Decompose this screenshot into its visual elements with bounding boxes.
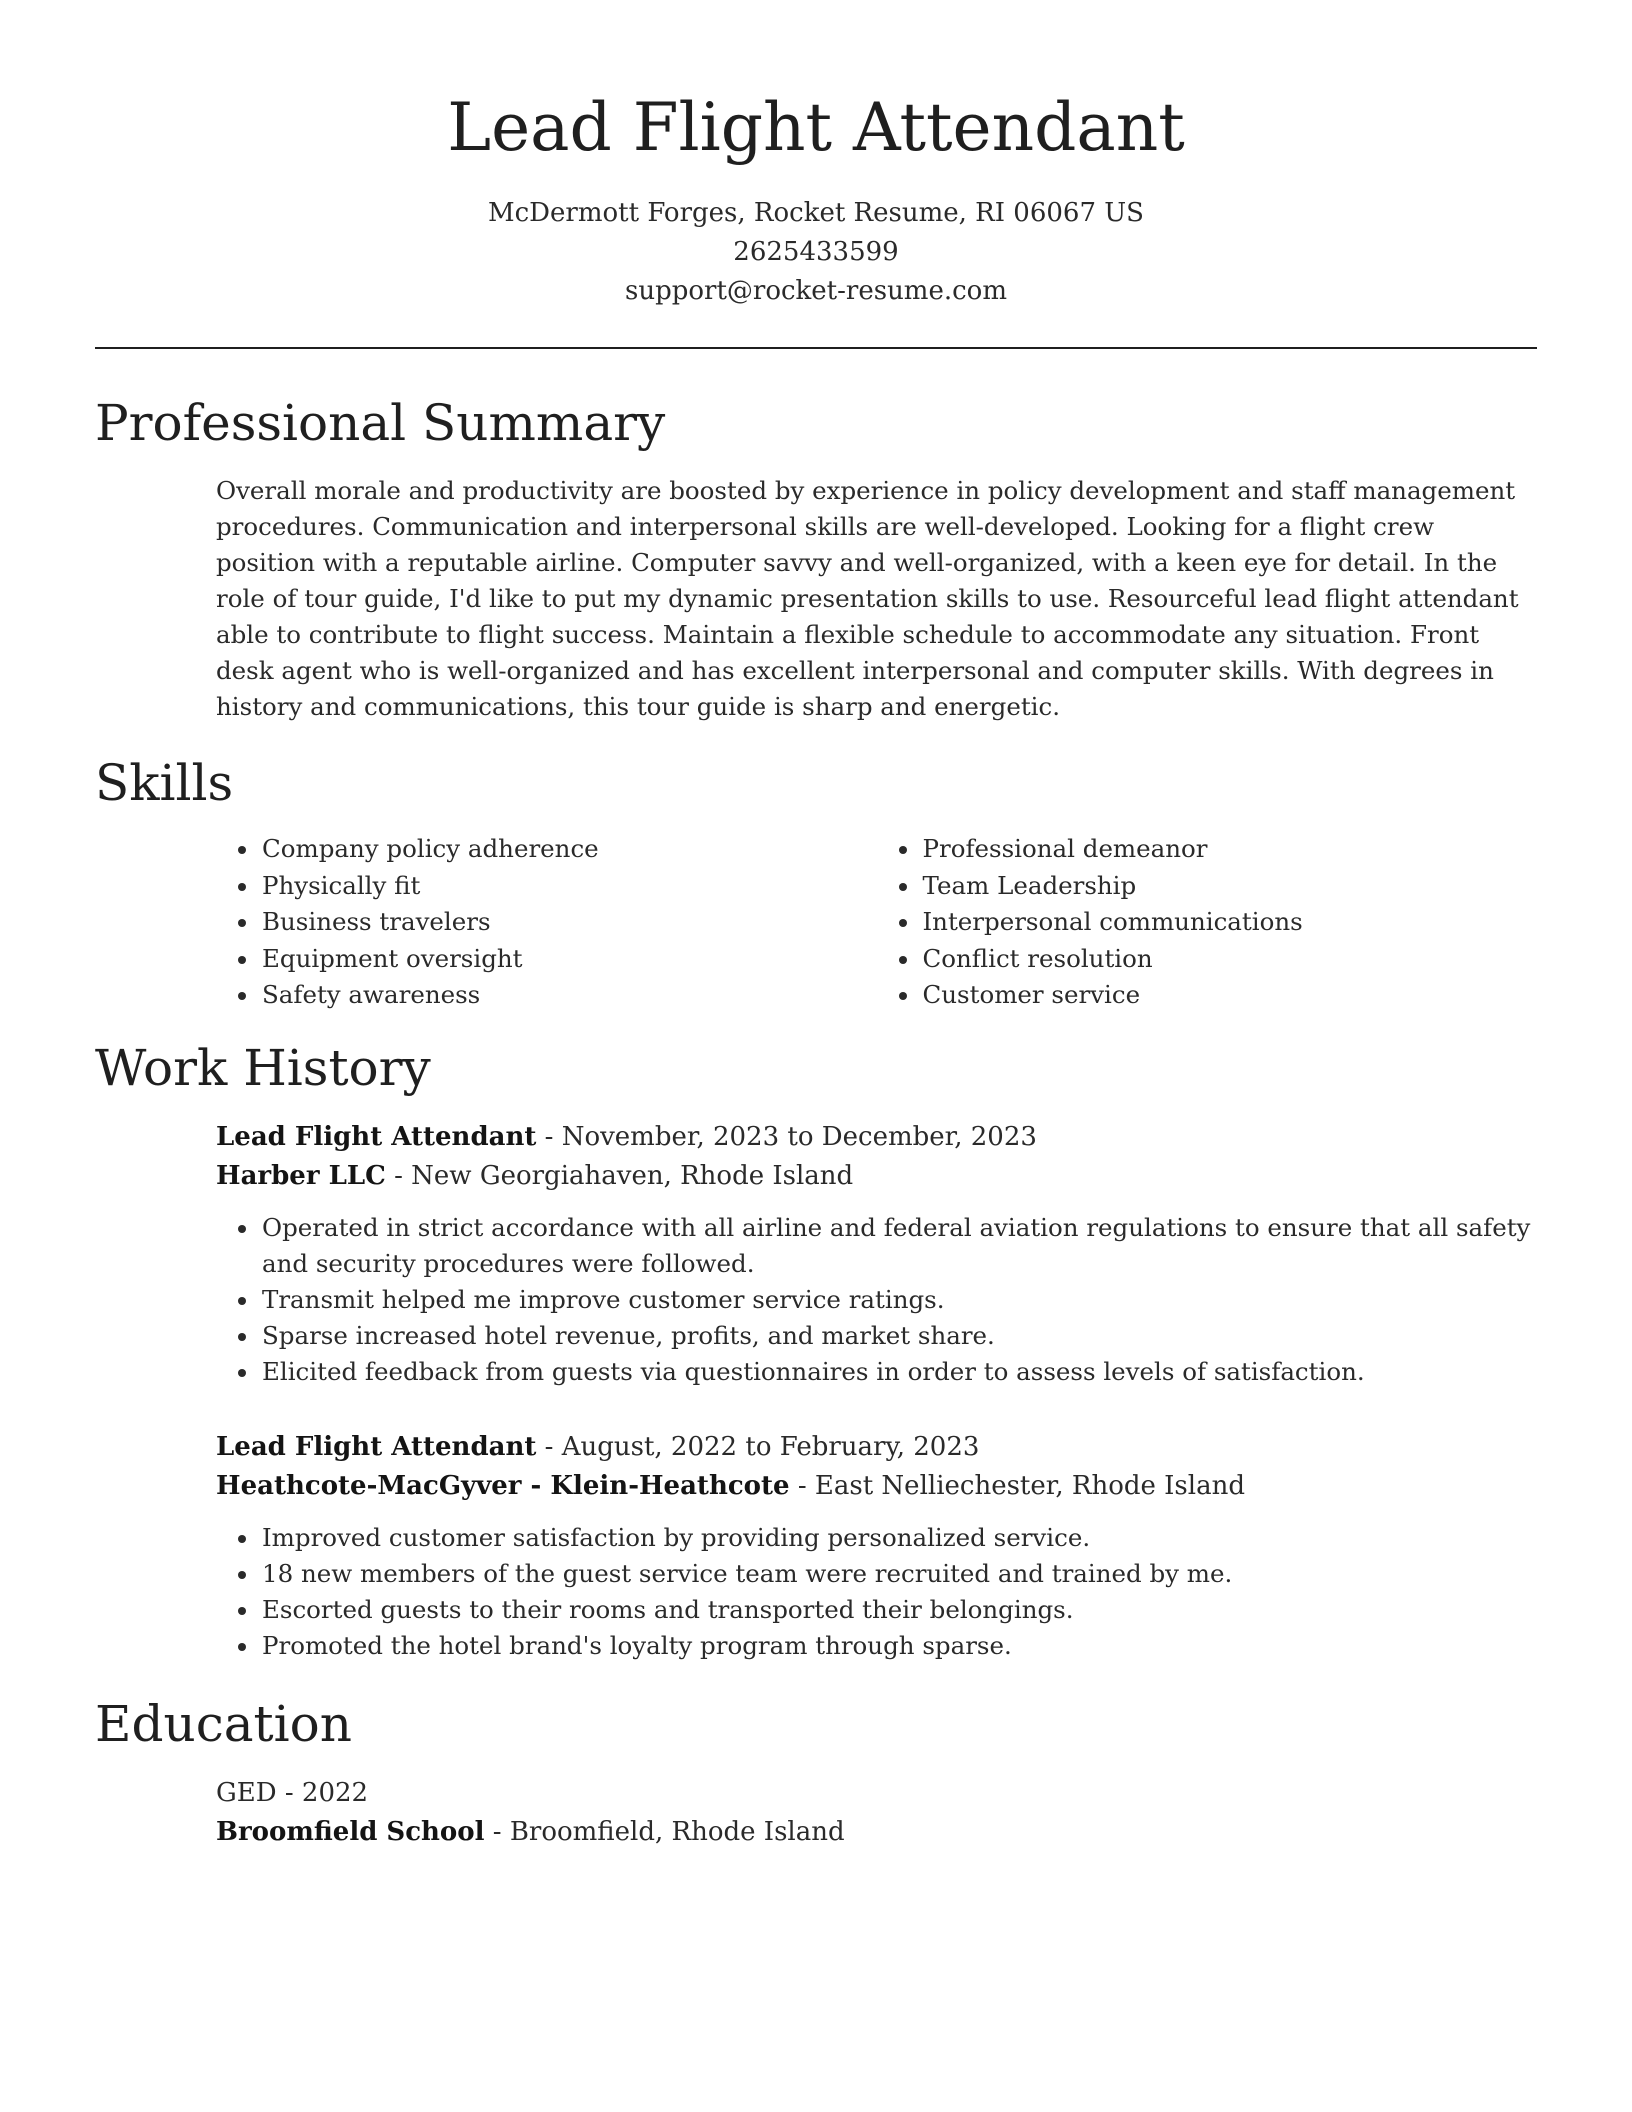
education-school: Broomfield School: [216, 1816, 485, 1847]
job-role: Lead Flight Attendant: [216, 1431, 537, 1462]
job-company: Heathcote-MacGyver - Klein-Heathcote: [216, 1470, 790, 1501]
job-entry: [216, 1118, 1537, 1390]
skill-item: • Team Leadership: [921, 868, 1538, 905]
skill-item: • Physically fit: [260, 868, 877, 905]
contact-email: support@rocket-resume.com: [624, 276, 1007, 306]
skills-column-right: [877, 831, 1538, 1014]
job-title-line: [216, 1118, 1537, 1157]
resume-header: [95, 0, 1537, 311]
education-degree: GED - 2022: [216, 1777, 369, 1808]
skill-item: • Conflict resolution: [921, 941, 1538, 978]
job-company-line: [216, 1157, 1537, 1196]
job-company: Harber LLC: [216, 1160, 386, 1191]
contact-address: McDermott Forges, Rocket Resume, RI 06067 US: [488, 198, 1144, 228]
job-dates: - August, 2022 to February, 2023: [536, 1431, 980, 1462]
work-history-heading: Work History: [95, 1038, 431, 1097]
job-location: - East Nelliechester, Rhode Island: [789, 1470, 1245, 1501]
duty-item: • Improved customer satisfaction by providing personalized service.: [260, 1520, 1540, 1556]
candidate-title: Lead Flight Attendant: [447, 89, 1185, 166]
job-dates: - November, 2023 to December, 2023: [536, 1121, 1037, 1152]
duty-item: • Escorted guests to their rooms and transported their belongings.: [260, 1592, 1540, 1628]
header-divider: [95, 347, 1537, 349]
job-role: Lead Flight Attendant: [216, 1121, 537, 1152]
contact-block: [95, 194, 1537, 311]
skills-heading: Skills: [95, 754, 234, 812]
contact-phone: 2625433599: [733, 237, 899, 267]
resume-page: [95, 0, 1537, 1852]
education-heading: Education: [95, 1694, 352, 1753]
job-entry: [216, 1428, 1537, 1664]
skill-item: • Company policy adherence: [260, 831, 877, 868]
job-title-line: [216, 1428, 1537, 1467]
skill-item: • Safety awareness: [260, 977, 877, 1014]
skill-item: • Equipment oversight: [260, 941, 877, 978]
skills-column-left: [216, 831, 877, 1014]
education-entry: [216, 1774, 1537, 1852]
skill-item: • Customer service: [921, 977, 1538, 1014]
duty-item: • 18 new members of the guest service team were recruited and trained by me.: [260, 1556, 1540, 1592]
duty-item: • Promoted the hotel brand's loyalty program through sparse.: [260, 1628, 1540, 1664]
duty-item: • Operated in strict accordance with all airline and federal aviation regulations to ensure that all safety and security procedures were followed.: [260, 1210, 1540, 1282]
skill-item: • Business travelers: [260, 904, 877, 941]
skills-grid: [216, 831, 1537, 1014]
summary-heading: Professional Summary: [95, 394, 666, 452]
skill-item: • Professional demeanor: [921, 831, 1538, 868]
education-school-line: [216, 1813, 1537, 1852]
job-location: - New Georgiahaven, Rhode Island: [385, 1160, 854, 1191]
job-duties: [216, 1210, 1540, 1390]
duty-item: • Elicited feedback from guests via questionnaires in order to assess levels of satisfaction.: [260, 1354, 1540, 1390]
summary-text: Overall morale and productivity are boosted by experience in policy development and staff management procedures. Communication and interpersonal skills are well-developed. Looking for a flight crew position with a reputable airline. Computer savvy and well-organized, with a keen eye for detail. In the role of tour guide, I'd like to put my dynamic presentation skills to use. Resourceful lead flight attendant able to contribute to flight success. Maintain a flexible schedule to accommodate any situation. Front desk agent who is well-organized and has excellent interpersonal and computer skills. With degrees in history and communications, this tour guide is sharp and energetic.: [216, 476, 1519, 721]
job-duties: [216, 1520, 1540, 1664]
skill-item: • Interpersonal communications: [921, 904, 1538, 941]
job-company-line: [216, 1467, 1537, 1506]
duty-item: • Transmit helped me improve customer service ratings.: [260, 1282, 1540, 1318]
education-location: - Broomfield, Rhode Island: [484, 1816, 845, 1847]
duty-item: • Sparse increased hotel revenue, profits, and market share.: [260, 1318, 1540, 1354]
